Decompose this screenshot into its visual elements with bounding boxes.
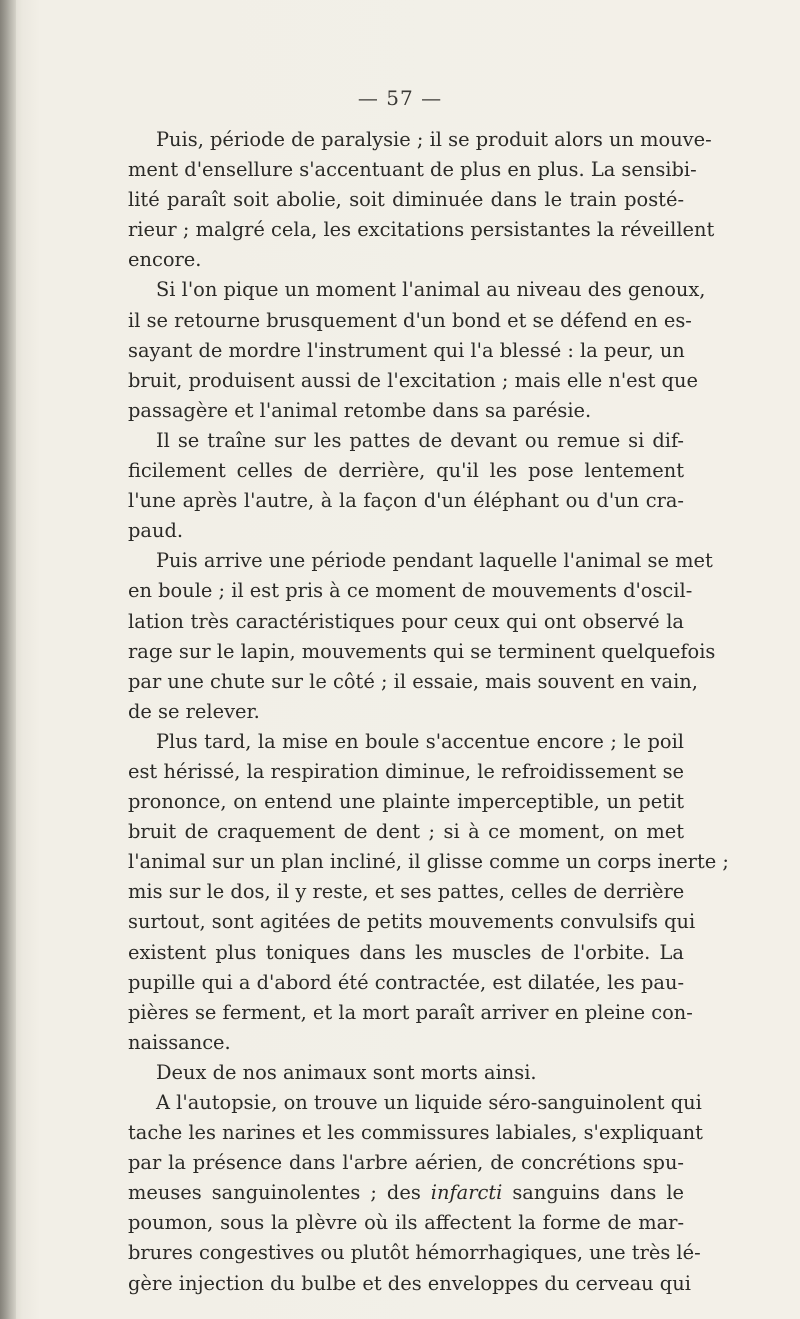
text-line: l'une après l'autre, à la façon d'un éléphant ou d'un cra- — [128, 489, 684, 513]
text-segment: sanguins dans le — [502, 1181, 684, 1205]
text-line: il se retourne brusquement d'un bond et se défend en es- — [128, 308, 692, 332]
text-line: sayant de mordre l'instrument qui l'a blessé : la peur, un — [128, 338, 685, 362]
text-line: par la présence dans l'arbre aérien, de concrétions spu- — [128, 1151, 684, 1175]
text-line: rage sur le lapin, mouvements qui se terminent quelquefois — [128, 639, 716, 663]
binding-shadow — [0, 0, 16, 1319]
text-line: l'animal sur un plan incliné, il glisse comme un corps inerte ; — [128, 850, 729, 874]
text-line: paud. — [128, 519, 184, 543]
text-line: de se relever. — [128, 699, 260, 723]
text-line: Puis arrive une période pendant laquelle l'animal se met — [156, 549, 713, 573]
text-line: naissance. — [128, 1030, 231, 1054]
text-line: pières se ferment, et la mort paraît arriver en pleine con- — [128, 1000, 693, 1024]
text-line: prononce, on entend une plainte imperceptible, un petit — [128, 790, 684, 814]
text-line: gère injection du bulbe et des enveloppes du cerveau qui — [128, 1271, 691, 1295]
text-line: est hérissé, la respiration diminue, le refroidissement se — [128, 759, 684, 783]
text-line: brures congestives ou plutôt hémorrhagiques, une très lé- — [128, 1241, 701, 1265]
text-line: bruit de craquement de dent ; si à ce moment, on met — [128, 820, 684, 844]
text-line: existent plus toniques dans les muscles de l'orbite. La — [128, 940, 684, 964]
text-line: lité paraît soit abolie, soit diminuée dans le train posté- — [128, 188, 684, 212]
text-line: mis sur le dos, il y reste, et ses pattes, celles de derrière — [128, 880, 685, 904]
text-line: A l'autopsie, on trouve un liquide séro-sanguinolent qui — [156, 1091, 702, 1114]
text-line: lation très caractéristiques pour ceux qui ont observé la — [128, 609, 684, 633]
text-line: encore. — [128, 248, 202, 272]
text-line: rieur ; malgré cela, les excitations persistantes la réveillent — [128, 218, 715, 242]
text-line: Plus tard, la mise en boule s'accentue encore ; le poil — [156, 729, 684, 753]
text-line: bruit, produisent aussi de l'excitation ; mais elle n'est que — [128, 368, 698, 392]
text-line: en boule ; il est pris à ce moment de mouvements d'oscil- — [128, 579, 693, 603]
text-line: Puis, période de paralysie ; il se produit alors un mouve- — [156, 128, 712, 151]
page-number: — 57 — — [357, 86, 443, 110]
text-line: poumon, sous la plèvre où ils affectent la forme de mar- — [128, 1211, 684, 1235]
text-segment: meuses sanguinolentes ; des — [128, 1181, 431, 1205]
text-line: surtout, sont agitées de petits mouvements convulsifs qui — [128, 910, 696, 934]
text-line: ment d'ensellure s'accentuant de plus en plus. La sensibi- — [128, 158, 697, 182]
text-line: Il se traîne sur les pattes de devant ou remue si dif- — [156, 428, 684, 452]
text-line: passagère et l'animal retombe dans sa parésie. — [128, 398, 592, 422]
italic-term: infarcti — [430, 1181, 503, 1205]
text-line: Si l'on pique un moment l'animal au niveau des genoux, — [156, 278, 706, 302]
text-line — [128, 1178, 684, 1208]
text-line: pupille qui a d'abord été contractée, est dilatée, les pau- — [128, 970, 684, 994]
text-line: tache les narines et les commissures labiales, s'expliquant — [128, 1121, 703, 1145]
text-line: ficilement celles de derrière, qu'il les pose lentement — [128, 459, 684, 483]
body-text — [128, 125, 729, 1299]
text-line: par une chute sur le côté ; il essaie, mais souvent en vain, — [128, 669, 698, 693]
text-line: Deux de nos animaux sont morts ainsi. — [156, 1060, 537, 1084]
